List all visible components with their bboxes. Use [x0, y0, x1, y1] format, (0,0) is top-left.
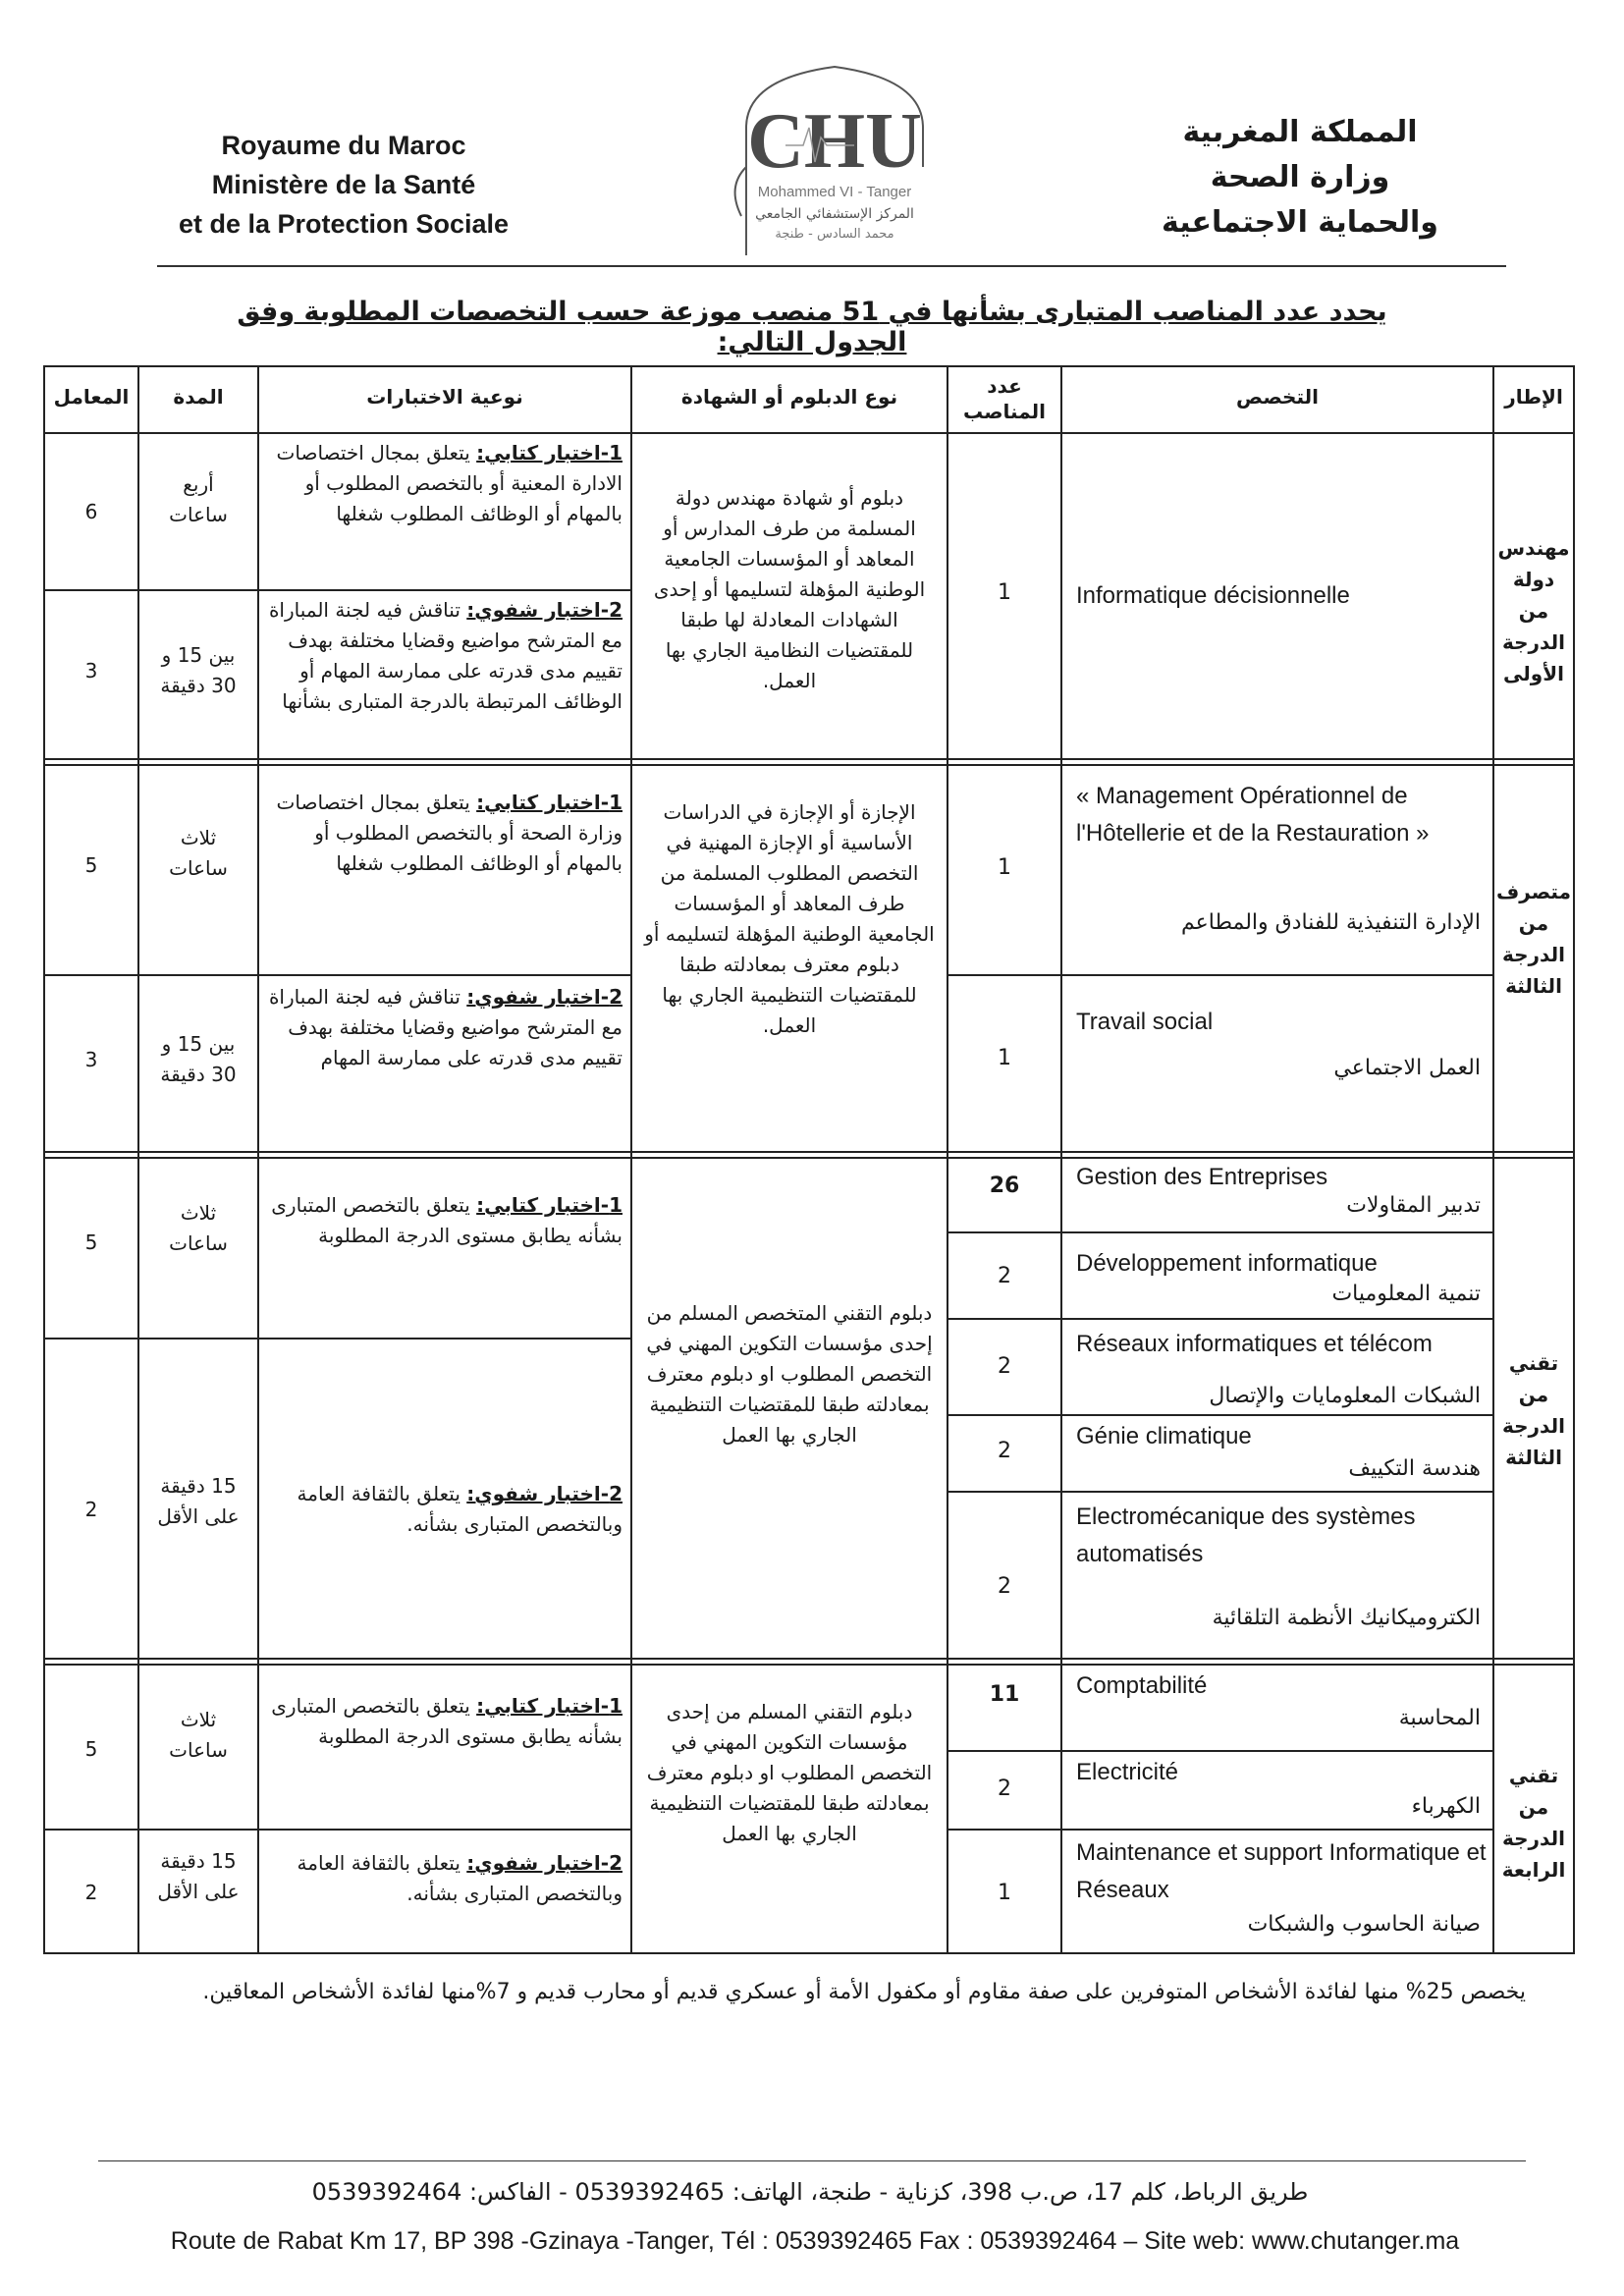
- logo-sub2-text: المركز الإستشفائي الجامعي: [755, 206, 914, 222]
- cadre-technicien-3: تقني من الدرجة الثالثة: [1502, 1351, 1565, 1469]
- specialty-informatique-decisionnelle: Informatique décisionnelle: [1076, 582, 1350, 609]
- test-label: 1-اختبار كتابي:: [476, 1694, 623, 1718]
- header-divider: [157, 265, 1506, 267]
- postes-value: 1: [998, 855, 1011, 880]
- coef-value: 3: [84, 1048, 98, 1071]
- test-label: 2-اختبار شفوي:: [466, 1851, 623, 1875]
- postes-value: 1: [998, 580, 1011, 605]
- postes-value: 11: [989, 1682, 1020, 1707]
- diplome-text: دبلوم أو شهادة مهندس دولة المسلمة من طرف المدارس أو المعاهد أو المؤسسات الجامعية الوطنية المؤهلة لتسليمها أو إحدى الشهادات المعادلة لها طبقا للمقتضيات النظامية الجاري بها العمل.: [653, 486, 926, 692]
- test-label: 1-اختبار كتابي:: [476, 791, 623, 814]
- specialty-ar: الشبكات المعلومايات والإتصال: [1209, 1384, 1481, 1408]
- positions-table: [43, 365, 1575, 1954]
- header-french-block: [147, 126, 540, 244]
- postes-value: 2: [998, 1354, 1011, 1379]
- specialty-ar: صيانة الحاسوب والشبكات: [1247, 1912, 1481, 1937]
- postes-value: 2: [998, 1574, 1011, 1599]
- logo-main-text: CHU: [747, 98, 922, 185]
- postes-value: 2: [998, 1439, 1011, 1463]
- chu-logo: [687, 59, 982, 265]
- specialty-ar: الكتروميكانيك الأنظمة التلقائية: [1212, 1606, 1481, 1630]
- specialty-travail-social: Travail social: [1076, 1009, 1214, 1035]
- test-text: يتعلق بالتخصص المتبارى بشأنه يطابق مستوى الدرجة المطلوبة: [271, 1193, 623, 1247]
- coef-value: 6: [84, 500, 98, 523]
- duree-value: ثلاث ساعات: [169, 1708, 228, 1762]
- postes-value: 1: [998, 1046, 1011, 1070]
- duree-value: بين 15 و 30 دقيقة: [160, 643, 237, 697]
- test-text: يتعلق بمجال اختصاصات الادارة المعنية أو بالتخصص المطلوب أو بالمهام أو الوظائف المطلوب شغلها: [276, 441, 623, 525]
- specialty-ar: الكهرباء: [1411, 1794, 1481, 1819]
- test-text: يتعلق بمجال اختصاصات وزارة الصحة أو بالتخصص المطلوب أو بالمهام أو الوظائف المطلوب شغلها: [276, 791, 623, 875]
- header-diplome: نوع الدبلوم أو الشهادة: [680, 385, 898, 409]
- specialty-reseaux-telecom: Réseaux informatiques et télécom: [1076, 1331, 1433, 1357]
- specialty-management-hotellerie: « Management Opérationnel de l'Hôtellerie et de la Restauration »: [1076, 783, 1430, 847]
- specialty-genie-climatique: Génie climatique: [1076, 1423, 1252, 1449]
- specialty-ar: المحاسبة: [1398, 1706, 1481, 1730]
- test-label: 2-اختبار شفوي:: [466, 1482, 623, 1505]
- coef-value: 2: [84, 1881, 98, 1904]
- specialty-ar: تدبير المقاولات: [1346, 1193, 1481, 1218]
- chu-logo-icon: [687, 59, 982, 265]
- header-ar-line-3: والحماية الاجتماعية: [1162, 205, 1438, 240]
- specialty-comptabilite: Comptabilité: [1076, 1672, 1208, 1699]
- cadre-technicien-4: تقني من الدرجة الرابعة: [1501, 1764, 1566, 1882]
- diplome-text: دبلوم التقني المسلم من إحدى مؤسسات التكوين المهني في التخصص المطلوب او دبلوم معترف بمعادلته طبقا للمقتضيات التنظيمية الجاري بها العمل: [646, 1700, 933, 1845]
- logo-sub3-text: محمد السادس - طنجة: [775, 227, 894, 242]
- test-written: [267, 788, 623, 879]
- footer-address-ar: طريق الرباط، كلم 17، ص.ب 398، كزناية - طنجة، الهاتف: 0539392465 - الفاكس: 0539392464: [311, 2178, 1309, 2206]
- duree-value: 15 دقيقة على الأقل: [157, 1849, 240, 1903]
- cadre-ingenieur: مهندس دولة من الدرجة الأولى: [1497, 536, 1570, 685]
- header-specialite: التخصص: [1236, 385, 1319, 409]
- test-written: [267, 1190, 623, 1251]
- intro-text: يحدد عدد المناصب المتبارى بشأنها في 51 منصب موزعة حسب التخصصات المطلوبة وفق الجدول التالي:: [237, 297, 1387, 357]
- postes-value: 2: [998, 1264, 1011, 1288]
- specialty-gestion-entreprises: Gestion des Entreprises: [1076, 1164, 1328, 1190]
- header-postes: عدد المناصب: [963, 374, 1046, 423]
- specialty-ar: هندسة التكييف: [1348, 1456, 1481, 1481]
- specialty-electromecanique: Electromécanique des systèmes automatisés: [1076, 1503, 1416, 1567]
- specialty-ar: الإدارة التنفيذية للفنادق والمطاعم: [1180, 910, 1481, 935]
- footer-divider: [98, 2160, 1526, 2161]
- specialty-ar: تنمية المعلوميات: [1331, 1282, 1481, 1306]
- header-cadre: الإطار: [1504, 385, 1563, 409]
- diplome-text: الإجازة أو الإجازة في الدراسات الأساسية أو الإجازة المهنية في التخصص المطلوب المسلمة من طرف المعاهد أو المؤسسات الجامعية الوطنية المؤهلة لتسليمه أو دبلوم معترف بمعادلته طبقا للمقتضيات التنظيمية الجاري بها العمل.: [644, 800, 935, 1037]
- test-written: [267, 438, 623, 529]
- test-text: يتعلق بالثقافة العامة وبالتخصص المتبارى بشأنه.: [297, 1482, 623, 1536]
- test-text: تناقش فيه لجنة المباراة مع المترشح مواضيع وقضايا مختلفة بهدف تقييم مدى قدرته على ممارسة المهام: [268, 985, 623, 1069]
- postes-value: 26: [989, 1174, 1020, 1198]
- cadre-administrateur: متصرف من الدرجة الثالثة: [1496, 880, 1571, 998]
- test-text: تناقش فيه لجنة المباراة مع المترشح مواضيع وقضايا مختلفة بهدف تقييم مدى قدرته على ممارسة المهام أو الوظائف المرتبطة بالدرجة المتبارى بشأنها: [268, 598, 623, 713]
- test-oral: [267, 595, 623, 717]
- header-ar-line-1: المملكة المغربية: [1182, 115, 1418, 149]
- duree-value: ثلاث ساعات: [169, 826, 228, 880]
- test-label: 2-اختبار شفوي:: [466, 598, 623, 622]
- header-fr-line-3: et de la Protection Sociale: [178, 209, 510, 239]
- coef-value: 3: [84, 659, 98, 683]
- header-arabic-block: [1123, 110, 1477, 246]
- duree-value: أربع ساعات: [169, 472, 228, 526]
- header-epreuves: نوعية الاختبارات: [366, 385, 523, 409]
- test-label: 1-اختبار كتابي:: [476, 1193, 623, 1217]
- coef-value: 5: [84, 853, 98, 877]
- test-text: يتعلق بالثقافة العامة وبالتخصص المتبارى بشأنه.: [297, 1851, 623, 1905]
- logo-sub1-text: Mohammed VI - Tanger: [757, 184, 912, 200]
- test-label: 2-اختبار شفوي:: [466, 985, 623, 1009]
- specialty-developpement-informatique: Développement informatique: [1076, 1250, 1378, 1277]
- test-oral: [267, 1848, 623, 1909]
- test-written: [267, 1691, 623, 1752]
- duree-value: 15 دقيقة على الأقل: [157, 1474, 240, 1528]
- diplome-text: دبلوم التقني المتخصص المسلم من إحدى مؤسسات التكوين المهني في التخصص المطلوب او دبلوم معترف بمعادلته طبقا للمقتضيات التنظيمية الجاري بها العمل: [646, 1301, 933, 1447]
- specialty-maintenance-reseaux: Maintenance et support Informatique et Réseaux: [1076, 1839, 1487, 1903]
- postes-value: 2: [998, 1777, 1011, 1801]
- specialty-electricite: Electricité: [1076, 1759, 1179, 1785]
- header-duree: المدة: [173, 385, 224, 409]
- footer-address-fr: Route de Rabat Km 17, BP 398 -Gzinaya -Tanger, Tél : 0539392465 Fax : 0539392464 – Site web: www.chutanger.ma: [170, 2227, 1460, 2255]
- header-ar-line-2: وزارة الصحة: [1210, 160, 1390, 194]
- coef-value: 2: [84, 1498, 98, 1521]
- coef-value: 5: [84, 1737, 98, 1761]
- test-oral: [267, 1479, 623, 1540]
- header-fr-line-1: Royaume du Maroc: [221, 131, 466, 160]
- test-oral: [267, 982, 623, 1073]
- specialty-ar: العمل الاجتماعي: [1333, 1056, 1481, 1080]
- postes-value: 1: [998, 1881, 1011, 1905]
- header-fr-line-2: Ministère de la Santé: [211, 170, 476, 199]
- duree-value: ثلاث ساعات: [169, 1201, 228, 1255]
- header-coef: المعامل: [53, 385, 130, 409]
- test-label: 1-اختبار كتابي:: [476, 441, 623, 465]
- duree-value: بين 15 و 30 دقيقة: [160, 1032, 237, 1086]
- quota-note: يخصص 25% منها لفائدة الأشخاص المتوفرين على صفة مقاوم أو مكفول الأمة أو عسكري قديم أو محارب قديم و 7%منها لفائدة الأشخاص المعاقين.: [202, 1980, 1526, 2004]
- coef-value: 5: [84, 1230, 98, 1254]
- test-text: يتعلق بالتخصص المتبارى بشأنه يطابق مستوى الدرجة المطلوبة: [271, 1694, 623, 1748]
